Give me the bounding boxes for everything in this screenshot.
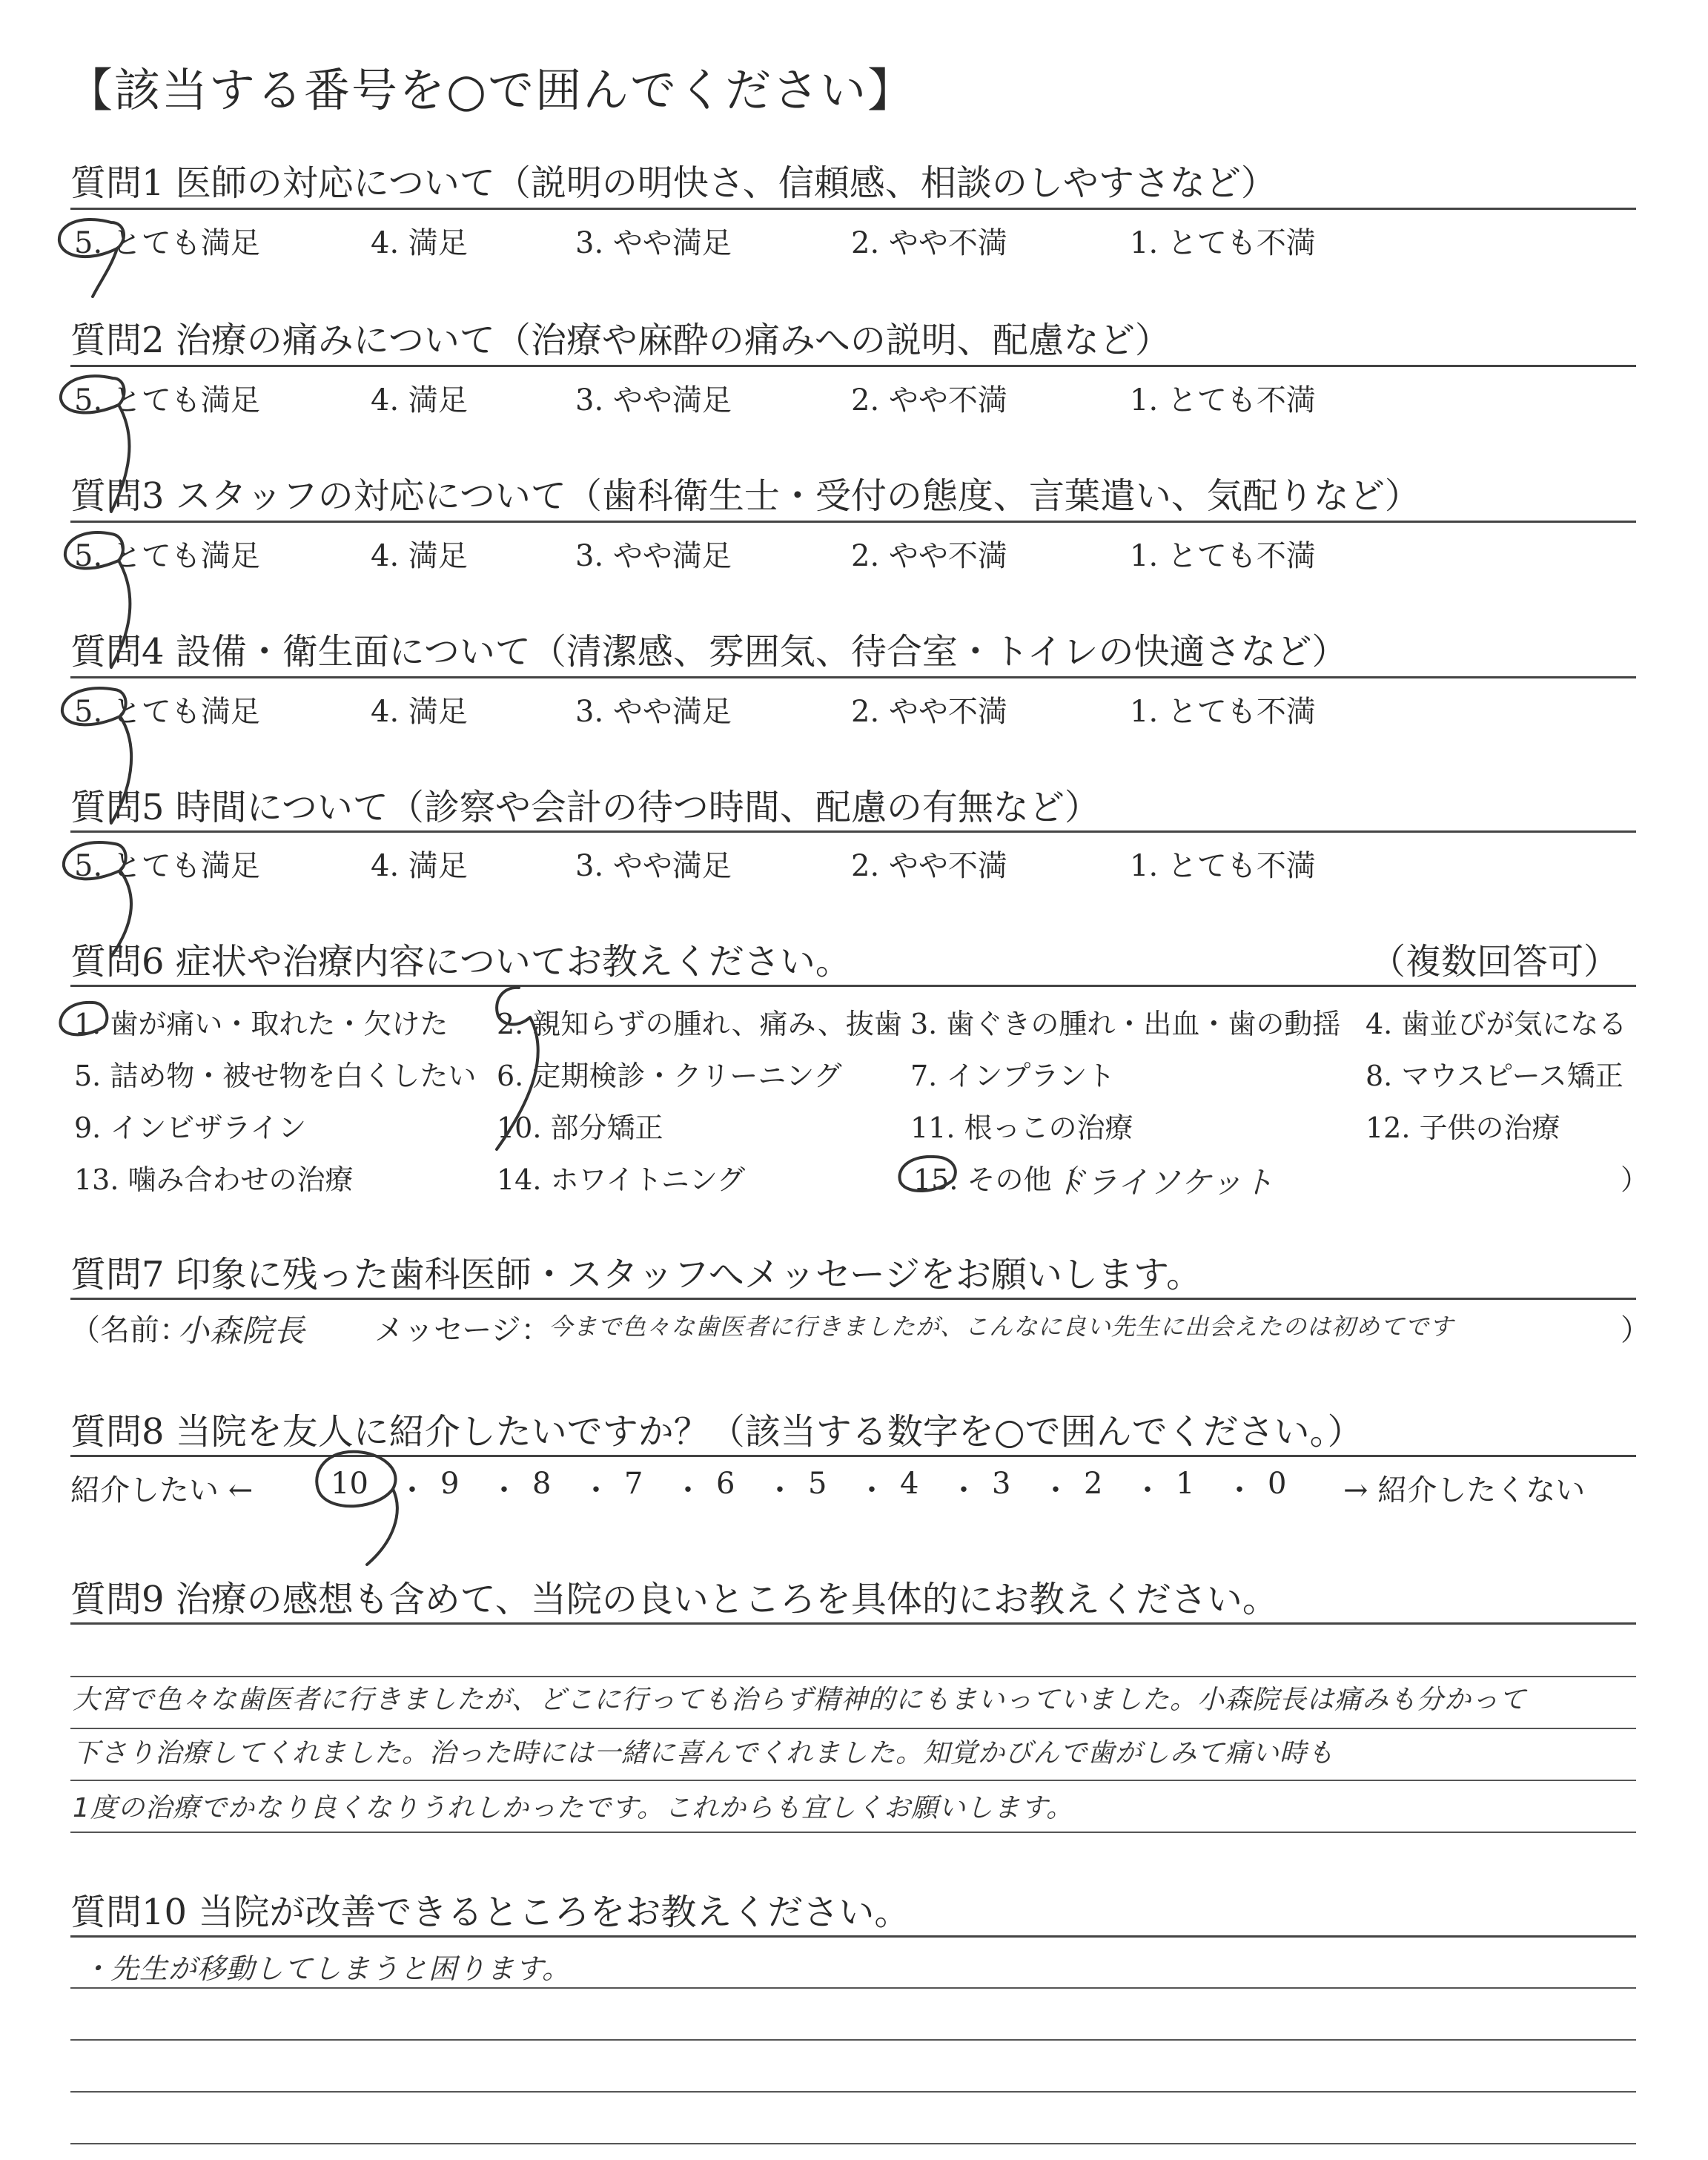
q10-answer-line [70,1987,1636,1989]
q8-scale-sep: ・ [1225,1473,1254,1507]
q6-option-5[interactable]: 5. 詰め物・被せ物を白くしたい [74,1060,477,1092]
q1-option-3[interactable]: 3. やや満足 [575,226,732,260]
q2-title: 質問2 治療の痛みについて（治療や麻酔の痛みへの説明、配慮など） [70,320,1171,361]
q8-scale-sep: ・ [397,1473,427,1507]
q8-scale-7[interactable]: 7 [624,1467,643,1501]
q10-answer-line-1: ・先生が移動してしまうと困ります。 [82,1952,571,1985]
q8-scale-sep: ・ [1133,1473,1162,1507]
q6-option-7[interactable]: 7. インプラント [910,1060,1116,1092]
q10-divider [70,1935,1636,1938]
q7-title: 質問7 印象に残った歯科医師・スタッフへメッセージをお願いします。 [70,1254,1202,1295]
q8-scale-sep: ・ [673,1473,703,1507]
q8-scale-10[interactable]: 10 [331,1467,368,1501]
q5-option-2[interactable]: 2. やや不満 [851,849,1007,883]
q10-answer-line [70,2039,1636,2041]
q7-name-label: （名前： [70,1313,189,1347]
q6-option-9[interactable]: 9. インビザライン [74,1112,307,1144]
q8-scale-sep: ・ [765,1473,795,1507]
q8-scale-2[interactable]: 2 [1084,1467,1103,1501]
q4-option-1[interactable]: 1. とても不満 [1130,695,1316,729]
q1-option-5[interactable]: 5. とても満足 [74,226,260,260]
q8-scale-1[interactable]: 1 [1176,1467,1195,1501]
q5-option-4[interactable]: 4. 満足 [371,849,468,883]
q4-option-2[interactable]: 2. やや不満 [851,695,1007,729]
q7-close: ） [1621,1313,1650,1347]
q6-option-8[interactable]: 8. マウスピース矯正 [1366,1060,1623,1092]
q10-title: 質問10 当院が改善できるところをお教えください。 [70,1892,910,1933]
q6-option-14[interactable]: 14. ホワイトニング [497,1163,746,1196]
q3-option-5[interactable]: 5. とても満足 [74,539,260,573]
q1-option-1[interactable]: 1. とても不満 [1130,226,1316,260]
q8-scale-sep: ・ [581,1473,611,1507]
q4-divider [70,676,1636,678]
page-title: 【該当する番号を○で囲んでください】 [67,63,916,117]
q8-scale-sep: ・ [489,1473,519,1507]
q2-option-3[interactable]: 3. やや満足 [575,383,732,417]
q1-option-4[interactable]: 4. 満足 [371,226,468,260]
q5-option-1[interactable]: 1. とても不満 [1130,849,1316,883]
q8-scale-sep: ・ [1041,1473,1070,1507]
q2-option-4[interactable]: 4. 満足 [371,383,468,417]
q1-divider [70,208,1636,210]
q6-option-1[interactable]: 1. 歯が痛い・取れた・欠けた [74,1008,448,1040]
q8-left-label: 紹介したい ← [70,1473,254,1507]
q4-title: 質問4 設備・衛生面について（清潔感、雰囲気、待合室・トイレの快適さなど） [70,631,1348,673]
q4-option-5[interactable]: 5. とても満足 [74,695,260,729]
q7-message-field[interactable]: 今まで色々な歯医者に行きましたが、こんなに良い先生に出会えたのは初めてです [549,1312,1454,1341]
q6-option-11[interactable]: 11. 根っこの治療 [910,1112,1133,1144]
q3-divider [70,521,1636,523]
q8-scale-sep: ・ [949,1473,979,1507]
q6-option-2[interactable]: 2. 親知らずの腫れ、痛み、抜歯 [497,1008,902,1040]
q9-answer-line [70,1780,1636,1781]
q9-answer-line [70,1676,1636,1677]
q5-divider [70,830,1636,833]
q8-tail-mark [367,1489,397,1565]
q3-option-3[interactable]: 3. やや満足 [575,539,732,573]
q3-option-1[interactable]: 1. とても不満 [1130,539,1316,573]
q6-title: 質問6 症状や治療内容についてお教えください。 [70,941,851,982]
q6-option-15[interactable]: 15. その他（ [913,1163,1080,1196]
q3-title: 質問3 スタッフの対応について（歯科衛生士・受付の態度、言葉遣い、気配りなど） [70,475,1420,517]
q3-option-4[interactable]: 4. 満足 [371,539,468,573]
q6-other-text[interactable]: ドライソケット [1054,1164,1275,1200]
q2-divider [70,365,1636,367]
q7-divider [70,1298,1636,1300]
q5-option-3[interactable]: 3. やや満足 [575,849,732,883]
q2-option-5[interactable]: 5. とても満足 [74,383,260,417]
q9-answer-line-2: 下さり治療してくれました。治った時には一緒に喜んでくれました。知覚かびんで歯がしみて痛い時も [73,1738,1335,1768]
q8-scale-8[interactable]: 8 [532,1467,552,1501]
q8-scale-3[interactable]: 3 [992,1467,1011,1501]
q6-note: （複数回答可） [1370,941,1620,982]
q5-title: 質問5 時間について（診察や会計の待つ時間、配慮の有無など） [70,787,1100,828]
q8-scale-5[interactable]: 5 [808,1467,827,1501]
q1-title: 質問1 医師の対応について（説明の明快さ、信頼感、相談のしやすさなど） [70,162,1277,204]
q9-answer-line [70,1728,1636,1729]
q4-option-4[interactable]: 4. 満足 [371,695,468,729]
q8-scale-9[interactable]: 9 [440,1467,460,1501]
q8-scale-sep: ・ [857,1473,887,1507]
q1-option-2[interactable]: 2. やや不満 [851,226,1007,260]
q8-title: 質問8 当院を友人に紹介したいですか？（該当する数字を○で囲んでください。） [70,1411,1363,1453]
q9-answer-line [70,1832,1636,1833]
q6-option-6[interactable]: 6. 定期検診・クリーニング [497,1060,842,1092]
q8-scale-6[interactable]: 6 [716,1467,735,1501]
q6-divider [70,985,1636,987]
q5-option-5[interactable]: 5. とても満足 [74,849,260,883]
q2-option-2[interactable]: 2. やや不満 [851,383,1007,417]
q6-option-10[interactable]: 10. 部分矯正 [497,1112,663,1144]
q4-option-3[interactable]: 3. やや満足 [575,695,732,729]
q9-answer-line-1: 大宮で色々な歯医者に行きましたが、どこに行っても治らず精神的にもまいっていました。小森院長は痛みも分かって [73,1685,1527,1715]
q8-scale-4[interactable]: 4 [900,1467,919,1501]
q8-scale-0[interactable]: 0 [1268,1467,1287,1501]
q9-divider [70,1622,1636,1625]
q6-option-12[interactable]: 12. 子供の治療 [1366,1112,1560,1144]
q9-title: 質問9 治療の感想も含めて、当院の良いところを具体的にお教えください。 [70,1579,1278,1620]
q6-option-4[interactable]: 4. 歯並びが気になる [1366,1008,1627,1040]
q10-answer-line [70,2091,1636,2093]
q9-answer-line-3: 1度の治療でかなり良くなりうれしかったです。これからも宜しくお願いします。 [73,1793,1074,1823]
q2-option-1[interactable]: 1. とても不満 [1130,383,1316,417]
q7-name-field[interactable]: 小森院長 [178,1312,306,1349]
q8-divider [70,1455,1636,1457]
q7-message-label: メッセージ： [374,1313,551,1347]
q6-option-3[interactable]: 3. 歯ぐきの腫れ・出血・歯の動揺 [910,1008,1341,1040]
q3-option-2[interactable]: 2. やや不満 [851,539,1007,573]
q6-other-close: ） [1621,1163,1649,1196]
q6-option-13[interactable]: 13. 噛み合わせの治療 [74,1163,354,1196]
q8-right-label: → 紹介したくない [1343,1473,1586,1507]
q10-answer-line [70,2143,1636,2144]
